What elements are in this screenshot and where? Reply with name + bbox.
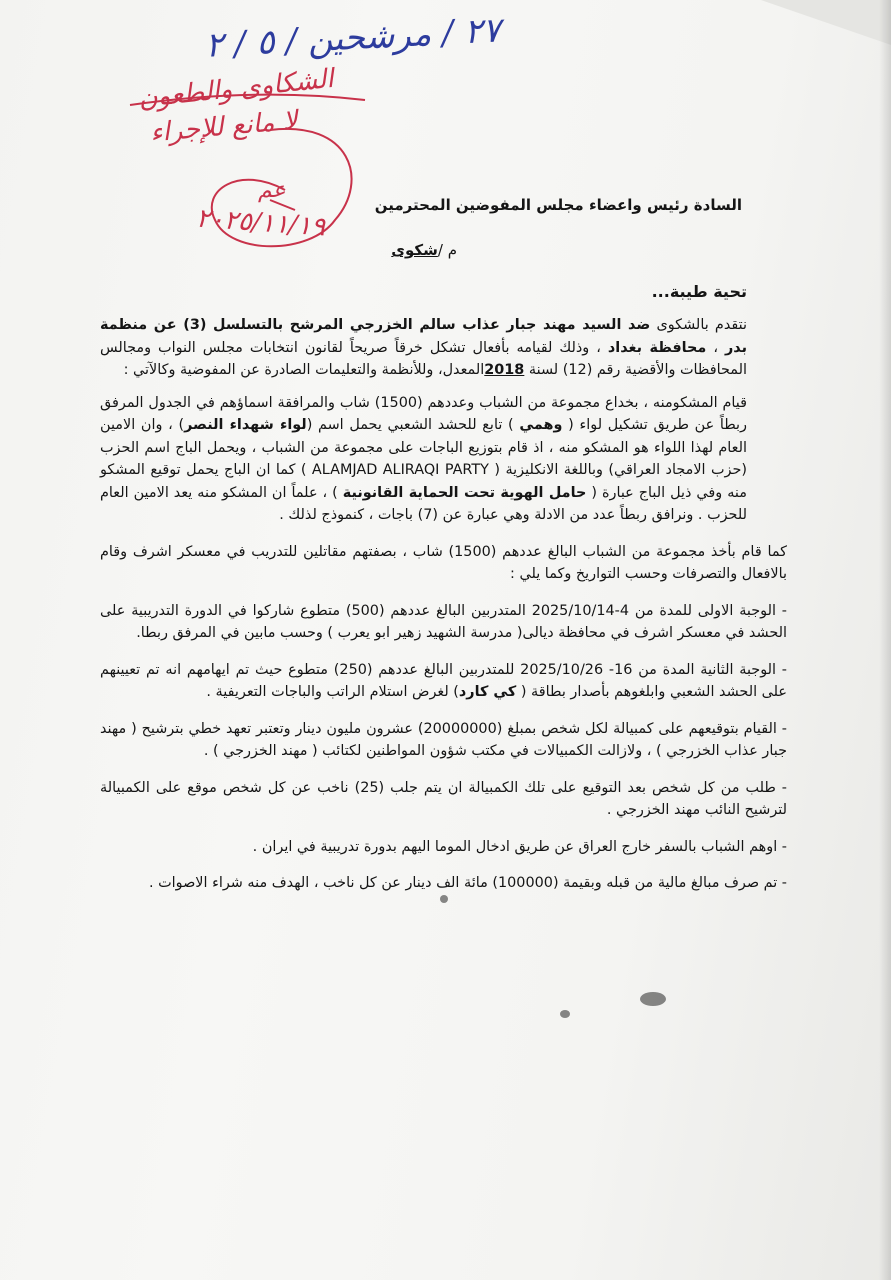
- ink-smudge: [560, 1010, 570, 1018]
- handwritten-department-note: الشكاوى والطعون: [136, 63, 335, 115]
- fake-label: وهمي: [519, 417, 563, 433]
- handwritten-date: ٢٠٢٥/١١/١٩: [195, 203, 327, 243]
- p2-text-c: ) تابع للحشد الشعبي يحمل اسم (: [306, 417, 520, 433]
- badge-phrase: حامل الهوية تحت الحماية القانونية: [342, 484, 587, 501]
- handwritten-approval-note: لا مانع للإجراء: [148, 105, 299, 149]
- paragraph-complaint-intro: [100, 314, 787, 382]
- separator: ،: [706, 339, 725, 356]
- subject-prefix: م /: [437, 241, 457, 259]
- page-fold: [761, 0, 891, 45]
- paragraph-deception: [100, 392, 787, 527]
- handwritten-initial: عم: [258, 178, 286, 203]
- card-name: كي كارد: [458, 684, 517, 700]
- p2-text-e: ) ، وان الامين العام لهذا اللواء هو المشكو منه ، اذ قام بتوزيع الباجات على مجموعة من الشباب ، ويحمل الباج اسم الحزب (حزب الامجاد العراقي) وباللغة الانكليزية (: [100, 417, 747, 478]
- subject-title: شكوى: [391, 241, 438, 259]
- greeting: تحية طيبة...: [651, 282, 747, 301]
- ink-smudge: [640, 992, 666, 1006]
- p5-text-a: - الوجبة الثانية المدة من 16- 2025/10/26 للمتدربين البالغ عددهم (250) متطوع حيث تم ايهامهم انه تم تعيينهم على الحشد الشعبي وابلغوهم بأصدار بطاقة (: [100, 661, 787, 700]
- item-second-batch: [100, 659, 787, 704]
- item-promissory-notes: - القيام بتوقيعهم على كمبيالة لكل شخص بمبلغ (20000000) عشرون مليون دينار وتعتبر تعهد خطي بترشيح ( مهند جبار عذاب الخزرجي ) ، ولازالت الكمبيالات في مكتب شؤون المواطنين لكتائب ( مهند الخزرجي ) .: [100, 720, 787, 759]
- paragraph-training: كما قام بأخذ مجموعة من الشباب البالغ عددهم (1500) شاب ، بصفتهم مقاتلين للتدريب في معسكر اشرف وقام بالافعال والتصرفات وحسب التواريخ وكما يلي :: [100, 543, 787, 582]
- item-voter-recruitment: - طلب من كل شخص بعد التوقيع على تلك الكمبيالة ان يتم جلب (25) ناخب عن كل شخص موقع على الكمبيالة لترشيح النائب مهند الخزرجي .: [100, 779, 787, 818]
- governorate: محافظة بغداد: [607, 339, 707, 356]
- item-travel-deception: - اوهم الشباب بالسفر خارج العراق عن طريق ادخال الموما اليهم بدورة تدريبية في ايران .: [252, 838, 787, 855]
- ink-smudge: [440, 895, 448, 903]
- handwritten-reference-number: ٢٧ / مرشحين / ٥ / ٢: [204, 10, 502, 66]
- p5-text-c: ) لغرض استلام الراتب والباجات التعريفية .: [206, 684, 459, 700]
- letter-body: [100, 190, 787, 895]
- p2-text-a: قيام المشكومنه ، بخداع مجموعة من الشباب وعددهم (1500) شاب والمرافقة اسماؤهم في الجدول المرفق ربطاً عن طريق تشكيل لواء (: [100, 394, 747, 433]
- item-first-batch: - الوجبة الاولى للمدة من 4-2025/10/14 المتدربين البالغ عددهم (500) متطوع شاركوا في الدورة التدريبية على الحشد في معسكر اشرف في محافظة ديالى( مدرسة الشهيد زهير ابو يعرب ) وحسب مابين في المرفق ربطا.: [100, 602, 788, 641]
- addressee: السادة رئيس واعضاء مجلس المفوضين المحترمين: [374, 196, 742, 214]
- party-english-name: ALAMJAD ALIRAQI PARTY: [311, 462, 489, 478]
- law-year: 2018: [484, 362, 525, 378]
- brigade-name: لواء شهداء النصر: [184, 417, 307, 433]
- accused-name: ضد السيد مهند جبار عذاب سالم الخزرجي المرشح بالتسلسل (3) عن منظمة بدر: [100, 317, 748, 356]
- p2-text-f: ) كما ان الباج يحمل توقيع المشكو منه وفي ذيل الباج عبارة (: [100, 462, 747, 501]
- law-reference: ، وذلك لقيامه بأفعال تشكل خرقاً صريحاً لقانون انتخابات مجلس النواب ومجالس المحافظات والأقضية رقم (12) لسنة: [100, 339, 747, 378]
- item-vote-buying: - تم صرف مبالغ مالية من قبله وبقيمة (100000) مائة الف دينار عن كل ناخب ، الهدف منه شراء الاصوات .: [148, 875, 787, 891]
- page-edge-shadow: [879, 0, 891, 1280]
- law-reference-end: المعدل، وللأنظمة والتعليمات الصادرة عن المفوضية وكالآتي :: [123, 362, 485, 378]
- intro-text: نتقدم بالشكوى: [650, 317, 747, 333]
- subject-line: [100, 220, 457, 280]
- p2-text-h: ) ، علماً ان المشكو منه يعد الامين العام للحزب . ونرافق ربطاً عدد من الادلة وهي عبارة عن (7) باجات ، كنموذج لذلك .: [100, 484, 747, 523]
